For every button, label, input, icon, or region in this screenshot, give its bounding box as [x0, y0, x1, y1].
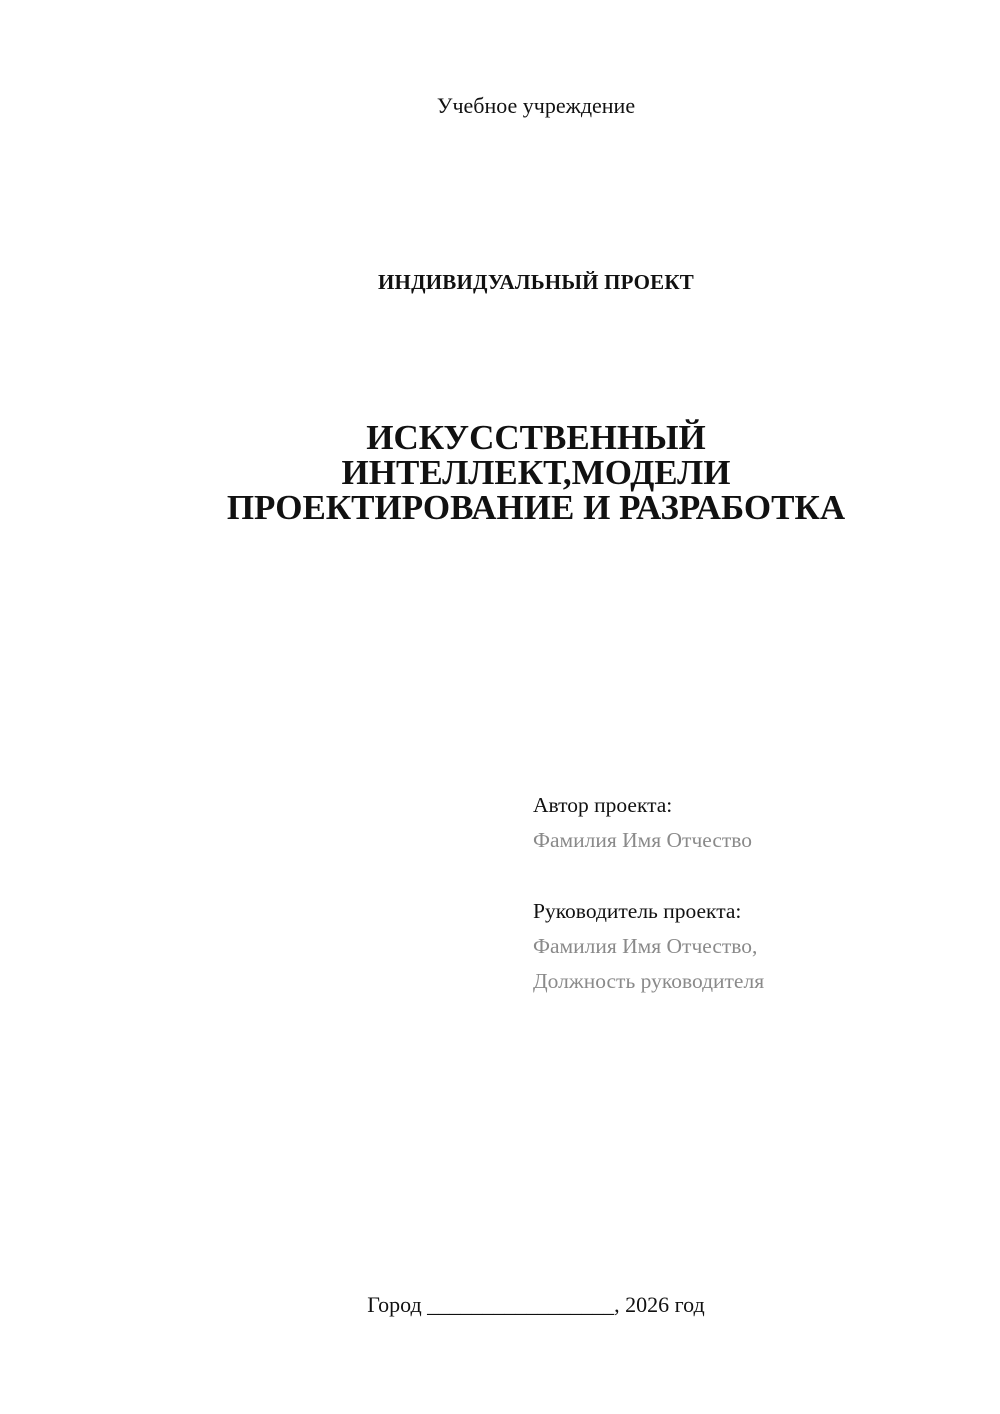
supervisor-name-placeholder: Фамилия Имя Отчество, [533, 934, 758, 958]
info-spacer [533, 858, 953, 894]
city-year-line: Город _________________, 2026 год [367, 1292, 705, 1317]
project-info-block [533, 788, 953, 999]
document-type-heading: ИНДИВИДУАЛЬНЫЙ ПРОЕКТ [378, 270, 694, 294]
author-name-placeholder: Фамилия Имя Отчество [533, 828, 753, 852]
supervisor-position-placeholder: Должность руководителя [533, 969, 765, 993]
project-title-line-2: ИНТЕЛЛЕКТ,МОДЕЛИ [341, 453, 731, 492]
author-label: Автор проекта: [533, 793, 673, 817]
project-title-line-3: ПРОЕКТИРОВАНИЕ И РАЗРАБОТКА [226, 488, 846, 527]
supervisor-label: Руководитель проекта: [533, 899, 742, 923]
project-title [0, 420, 1000, 525]
institution-name: Учебное учреждение [436, 93, 636, 118]
project-title-line-1: ИСКУССТВЕННЫЙ [366, 418, 706, 457]
